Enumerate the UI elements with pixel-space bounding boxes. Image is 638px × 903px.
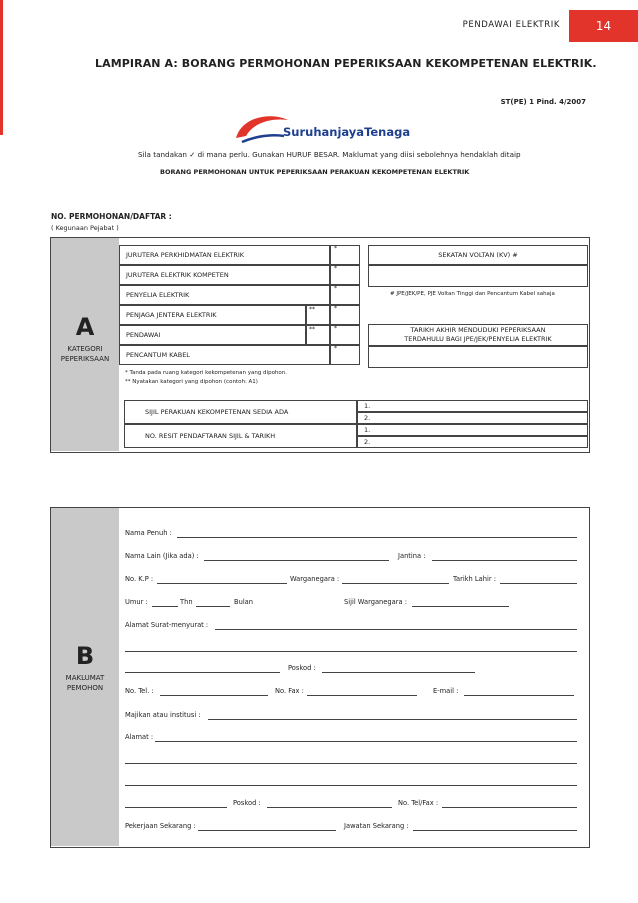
years-label: Thn — [180, 598, 193, 606]
page-title: LAMPIRAN A: BORANG PERMOHONAN PEPERIKSAAN KEKOMPETENAN ELEKTRIK. — [95, 57, 597, 70]
existing-cert-text: SIJIL PERAKUAN KEKOMPETENAN SEDIA ADA — [145, 408, 289, 416]
employer-address-field-1[interactable] — [155, 741, 577, 742]
office-use-note: ( Kegunaan Pejabat ) — [51, 224, 119, 232]
existing-cert-field-1[interactable] — [357, 400, 588, 412]
age-months-field[interactable] — [196, 606, 230, 607]
double-star-mark: ** — [309, 326, 315, 333]
citizenship-label: Warganegara : — [290, 575, 340, 583]
receipt-field-2[interactable] — [357, 436, 588, 448]
employer-postcode-field[interactable] — [267, 807, 392, 808]
last-exam-date-line-1: TARIKH AKHIR MENDUDUKI PEPERIKSAAN — [410, 326, 546, 334]
form-reference: ST(PE) 1 Pind. 4/2007 — [500, 98, 586, 106]
receipt-label — [124, 424, 357, 448]
tel-label: No. Tel. : — [125, 687, 154, 695]
category-label: PENDAWAI — [126, 331, 161, 339]
employer-address-field-2[interactable] — [125, 763, 577, 764]
last-exam-date-line-2: TERDAHULU BAGI JPE/JEK/PENYELIA ELEKTRIK — [404, 335, 552, 343]
email-field[interactable] — [464, 695, 574, 696]
age-years-field[interactable] — [152, 606, 178, 607]
star-mark: * — [334, 345, 337, 352]
footnote-1: * Tanda pada ruang kategori kekompetenan yang dipohon. — [125, 370, 288, 376]
full-name-label: Nama Penuh : — [125, 529, 172, 537]
star-mark: * — [334, 285, 337, 292]
section-a-letter: A — [75, 313, 95, 341]
section-b-letter: B — [75, 642, 95, 670]
address-label: Alamat Surat-menyurat : — [125, 621, 209, 629]
item-number: 2. — [364, 438, 371, 446]
section-a-label-2: PEPERIKSAAN — [60, 355, 110, 363]
employer-label: Majikan atau institusi : — [125, 711, 201, 719]
fax-label: No. Fax : — [275, 687, 304, 695]
voltage-header-text: SEKATAN VOLTAN (KV) # — [438, 251, 518, 259]
job-label: Pekerjaan Sekarang : — [125, 822, 196, 830]
category-row-6 — [119, 345, 330, 365]
star-mark: * — [334, 325, 337, 332]
star-mark: * — [334, 245, 337, 252]
section-a-label-1: KATEGORI — [67, 345, 103, 353]
left-accent-bar — [0, 0, 3, 135]
fax-field[interactable] — [307, 695, 417, 696]
employer-address-field-3[interactable] — [125, 785, 577, 786]
employer-address-field-4[interactable] — [125, 807, 227, 808]
job-field[interactable] — [198, 830, 336, 831]
citizen-cert-field[interactable] — [412, 606, 509, 607]
receipt-field-1[interactable] — [357, 424, 588, 436]
category-row-2 — [119, 265, 330, 285]
page-number: 14 — [569, 10, 638, 42]
position-label: Jawatan Sekarang : — [344, 822, 409, 830]
postcode-field[interactable] — [322, 672, 475, 673]
voltage-header — [368, 245, 588, 265]
double-star-mark: ** — [309, 306, 315, 313]
other-name-label: Nama Lain (Jika ada) : — [125, 552, 199, 560]
gender-label: Jantina : — [398, 552, 426, 560]
tel-field[interactable] — [160, 695, 268, 696]
last-exam-date-header — [368, 324, 588, 346]
citizenship-field[interactable] — [342, 583, 449, 584]
address-field-2[interactable] — [125, 651, 577, 652]
age-label: Umur : — [125, 598, 148, 606]
category-label: PENCANTUM KABEL — [126, 351, 190, 359]
position-field[interactable] — [413, 830, 577, 831]
address-field-3[interactable] — [125, 672, 280, 673]
category-row-4 — [119, 305, 306, 325]
star-mark: * — [334, 265, 337, 272]
item-number: 2. — [364, 414, 371, 422]
dob-label: Tarikh Lahir : — [453, 575, 496, 583]
instruction-text: Sila tandakan ✓ di mana perlu. Gunakan HURUF BESAR. Maklumat yang diisi sebolehnya hendaklah ditaip — [138, 150, 521, 159]
existing-cert-field-2[interactable] — [357, 412, 588, 424]
postcode-label: Poskod : — [288, 664, 316, 672]
employer-field[interactable] — [208, 719, 577, 720]
other-name-field[interactable] — [204, 560, 389, 561]
last-exam-date-input[interactable] — [368, 346, 588, 368]
section-b-label-1: MAKLUMAT — [65, 674, 105, 682]
application-number-label: NO. PERMOHONAN/DAFTAR : — [51, 212, 172, 221]
item-number: 1. — [364, 402, 371, 410]
category-row-3 — [119, 285, 330, 305]
voltage-input[interactable] — [368, 265, 588, 287]
telfax-field[interactable] — [442, 807, 577, 808]
citizen-cert-label: Sijil Warganegara : — [344, 598, 407, 606]
employer-address-label: Alamat : — [125, 733, 154, 741]
receipt-text: NO. RESIT PENDAFTARAN SIJIL & TARIKH — [145, 432, 276, 440]
gender-field[interactable] — [432, 560, 577, 561]
telfax-label: No. Tel/Fax : — [398, 799, 439, 807]
running-header: PENDAWAI ELEKTRIK — [462, 20, 560, 30]
months-label: Bulan — [234, 598, 254, 606]
category-row-1 — [119, 245, 330, 265]
category-label: JURUTERA ELEKTRIK KOMPETEN — [126, 271, 229, 279]
ic-label: No. K.P : — [125, 575, 154, 583]
item-number: 1. — [364, 426, 371, 434]
footnote-2: ** Nyatakan kategori yang dipohon (contoh: A1) — [125, 379, 258, 385]
category-label: PENJAGA JENTERA ELEKTRIK — [126, 311, 217, 319]
category-label: PENYELIA ELEKTRIK — [126, 291, 190, 299]
star-mark: * — [334, 305, 337, 312]
full-name-field[interactable] — [177, 537, 577, 538]
dob-field[interactable] — [500, 583, 577, 584]
employer-postcode-label: Poskod : — [233, 799, 261, 807]
existing-cert-label — [124, 400, 357, 424]
section-b-label-2: PEMOHON — [66, 684, 104, 692]
form-heading: BORANG PERMOHONAN UNTUK PEPERIKSAAN PERAKUAN KEKOMPETENAN ELEKTRIK — [160, 168, 470, 176]
address-field-1[interactable] — [215, 629, 577, 630]
category-label: JURUTERA PERKHIDMATAN ELEKTRIK — [126, 251, 245, 259]
category-row-5 — [119, 325, 306, 345]
email-label: E-mail : — [433, 687, 459, 695]
ic-field[interactable] — [157, 583, 287, 584]
voltage-note: # JPE/JEK/PE, PJE Voltan Tinggi dan Pencantum Kabel sahaja — [390, 291, 555, 297]
logo-text: SuruhanjayaTenaga — [283, 125, 411, 139]
